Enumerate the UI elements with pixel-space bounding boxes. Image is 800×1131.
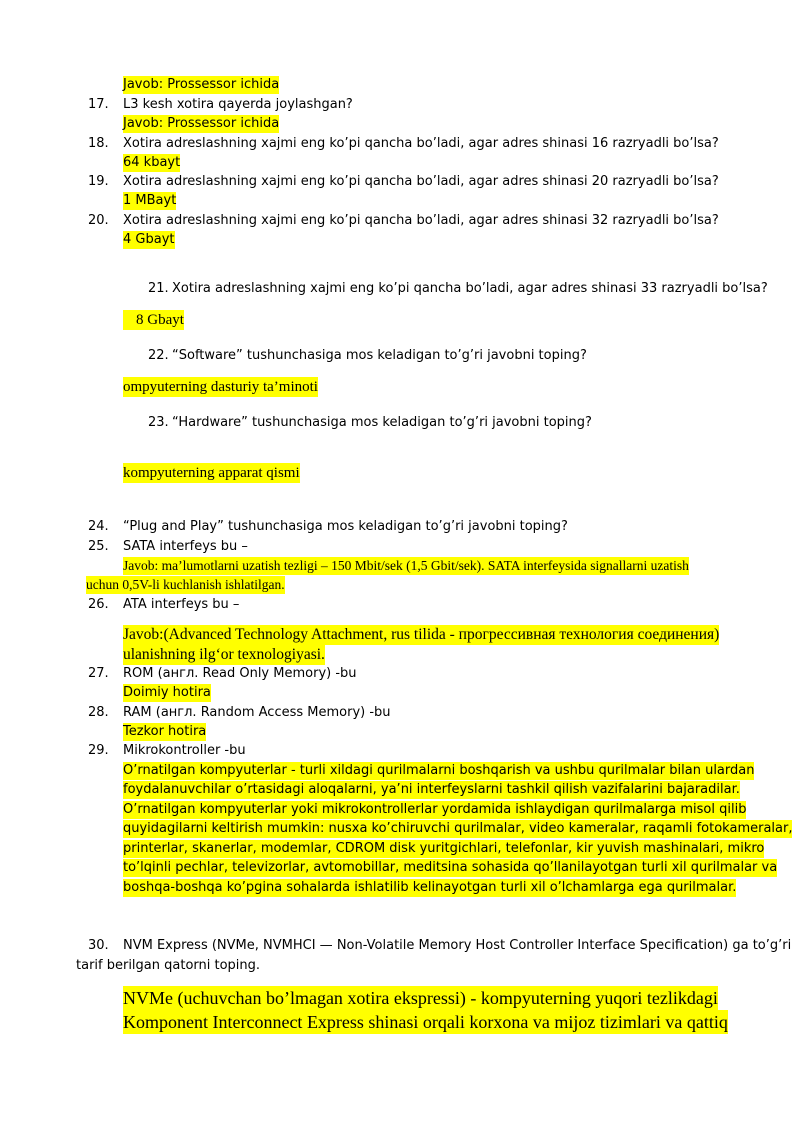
question-20: Xotira adreslashning xajmi eng ko’pi qancha bo’ladi, agar adres shinasi 32 razryadli bo’lsa? (123, 213, 719, 228)
answer-30-line: NVMe (uchuvchan bo’lmagan xotira ekspressi) - kompyuterning yuqori tezlikdagi (123, 988, 718, 1008)
answer-18: 64 kbayt (123, 155, 181, 170)
answer-29-line: quyidagilarni keltirish mumkin: nusxa ko’chiruvchi qurilmalar, video kameralar, raqamli fotokameralar, (123, 821, 793, 836)
answer-16: Javob: Prossessor ichida (123, 77, 280, 92)
item-number: 24. (88, 519, 109, 534)
question-25: SATA interfeys bu – (123, 539, 248, 554)
item-number: 27. (88, 666, 109, 681)
item-number: 18. (88, 136, 109, 151)
answer-29-line: O’rnatilgan kompyuterlar - turli xildagi qurilmalarni boshqarish va ushbu qurilmalar bilan ulardan (123, 763, 755, 778)
answer-29-line: printerlar, skanerlar, modemlar, CDROM disk yuritgichlari, telefonlar, kir yuvish mashinalari, mikro (123, 841, 765, 856)
item-number: 28. (88, 705, 109, 720)
answer-25-line: uchun 0,5V-li kuchlanish ishlatilgan. (86, 577, 285, 592)
item-number: 19. (88, 174, 109, 189)
answer-28: Tezkor hotira (123, 724, 207, 739)
question-24: “Plug and Play” tushunchasiga mos keladigan to’g’ri javobni toping? (123, 519, 568, 534)
answer-29-line: boshqa-boshqa ko’pgina sohalarda ishlatilib kelinayotgan turli xil o’lchamlarga ega qurilmalar. (123, 880, 737, 895)
item-number: 29. (88, 743, 109, 758)
item-number: 30. (88, 938, 109, 953)
answer-30-line: Komponent Interconnect Express shinasi orqali korxona va mijoz tizimlari va qattiq (123, 1012, 728, 1032)
item-number: 22. (148, 348, 169, 363)
item-number: 26. (88, 597, 109, 612)
question-29: Mikrokontroller -bu (123, 743, 246, 758)
item-number: 25. (88, 539, 109, 554)
answer-27: Doimiy hotira (123, 685, 211, 700)
question-27: ROM (англ. Read Only Memory) -bu (123, 666, 357, 681)
answer-29-line: O’rnatilgan kompyuterlar yoki mikrokontrollerlar yordamida ishlaydigan qurilmalarga misol qilib (123, 802, 747, 817)
answer-26-line: ulanishning ilg‘or texnologiyasi. (123, 646, 325, 663)
question-22: “Software” tushunchasiga mos keladigan to’g’ri javobni toping? (172, 348, 587, 363)
question-18: Xotira adreslashning xajmi eng ko’pi qancha bo’ladi, agar adres shinasi 16 razryadli bo’lsa? (123, 136, 719, 151)
question-26: ATA interfeys bu – (123, 597, 240, 612)
question-30-line: NVM Express (NVMe, NVMHCI — Non-Volatile Memory Host Controller Interface Specification) ga to’g’ri (123, 938, 792, 953)
question-28: RAM (англ. Random Access Memory) -bu (123, 705, 391, 720)
answer-20: 4 Gbayt (123, 232, 175, 247)
answer-17: Javob: Prossessor ichida (123, 116, 280, 131)
answer-26-line: Javob:(Advanced Technology Attachment, rus tilida - прогрессивная технология соединения) (123, 626, 720, 643)
question-23: “Hardware” tushunchasiga mos keladigan to’g’ri javobni toping? (172, 415, 592, 430)
item-number: 20. (88, 213, 109, 228)
answer-22: ompyuterning dasturiy ta’minoti (123, 379, 318, 395)
item-number: 17. (88, 97, 109, 112)
item-number: 23. (148, 415, 169, 430)
answer-29-line: foydalanuvchilar o’rtasidagi aloqalarni, ya’ni interfeyslarni tashkil qilish vazifalarini bajaradilar. (123, 782, 740, 797)
question-30-line: tarif berilgan qatorni toping. (76, 958, 261, 973)
item-number: 21. (148, 281, 169, 296)
answer-21: 8 Gbayt (123, 310, 184, 330)
question-21: Xotira adreslashning xajmi eng ko’pi qancha bo’ladi, agar adres shinasi 33 razryadli bo’lsa? (172, 281, 768, 296)
answer-25-line: Javob: ma’lumotlarni uzatish tezligi – 150 Mbit/sek (1,5 Gbit/sek). SATA interfeysida signallarni uzatish (123, 558, 689, 573)
answer-29-line: to’lqinli pechlar, televizorlar, avtomobillar, meditsina sohasida qo’llanilayotgan turli xil qurilmalar va (123, 860, 778, 875)
question-17: L3 kesh xotira qayerda joylashgan? (123, 97, 353, 112)
answer-23: kompyuterning apparat qismi (123, 465, 300, 481)
answer-19: 1 MBayt (123, 193, 177, 208)
question-19: Xotira adreslashning xajmi eng ko’pi qancha bo’ladi, agar adres shinasi 20 razryadli bo’lsa? (123, 174, 719, 189)
